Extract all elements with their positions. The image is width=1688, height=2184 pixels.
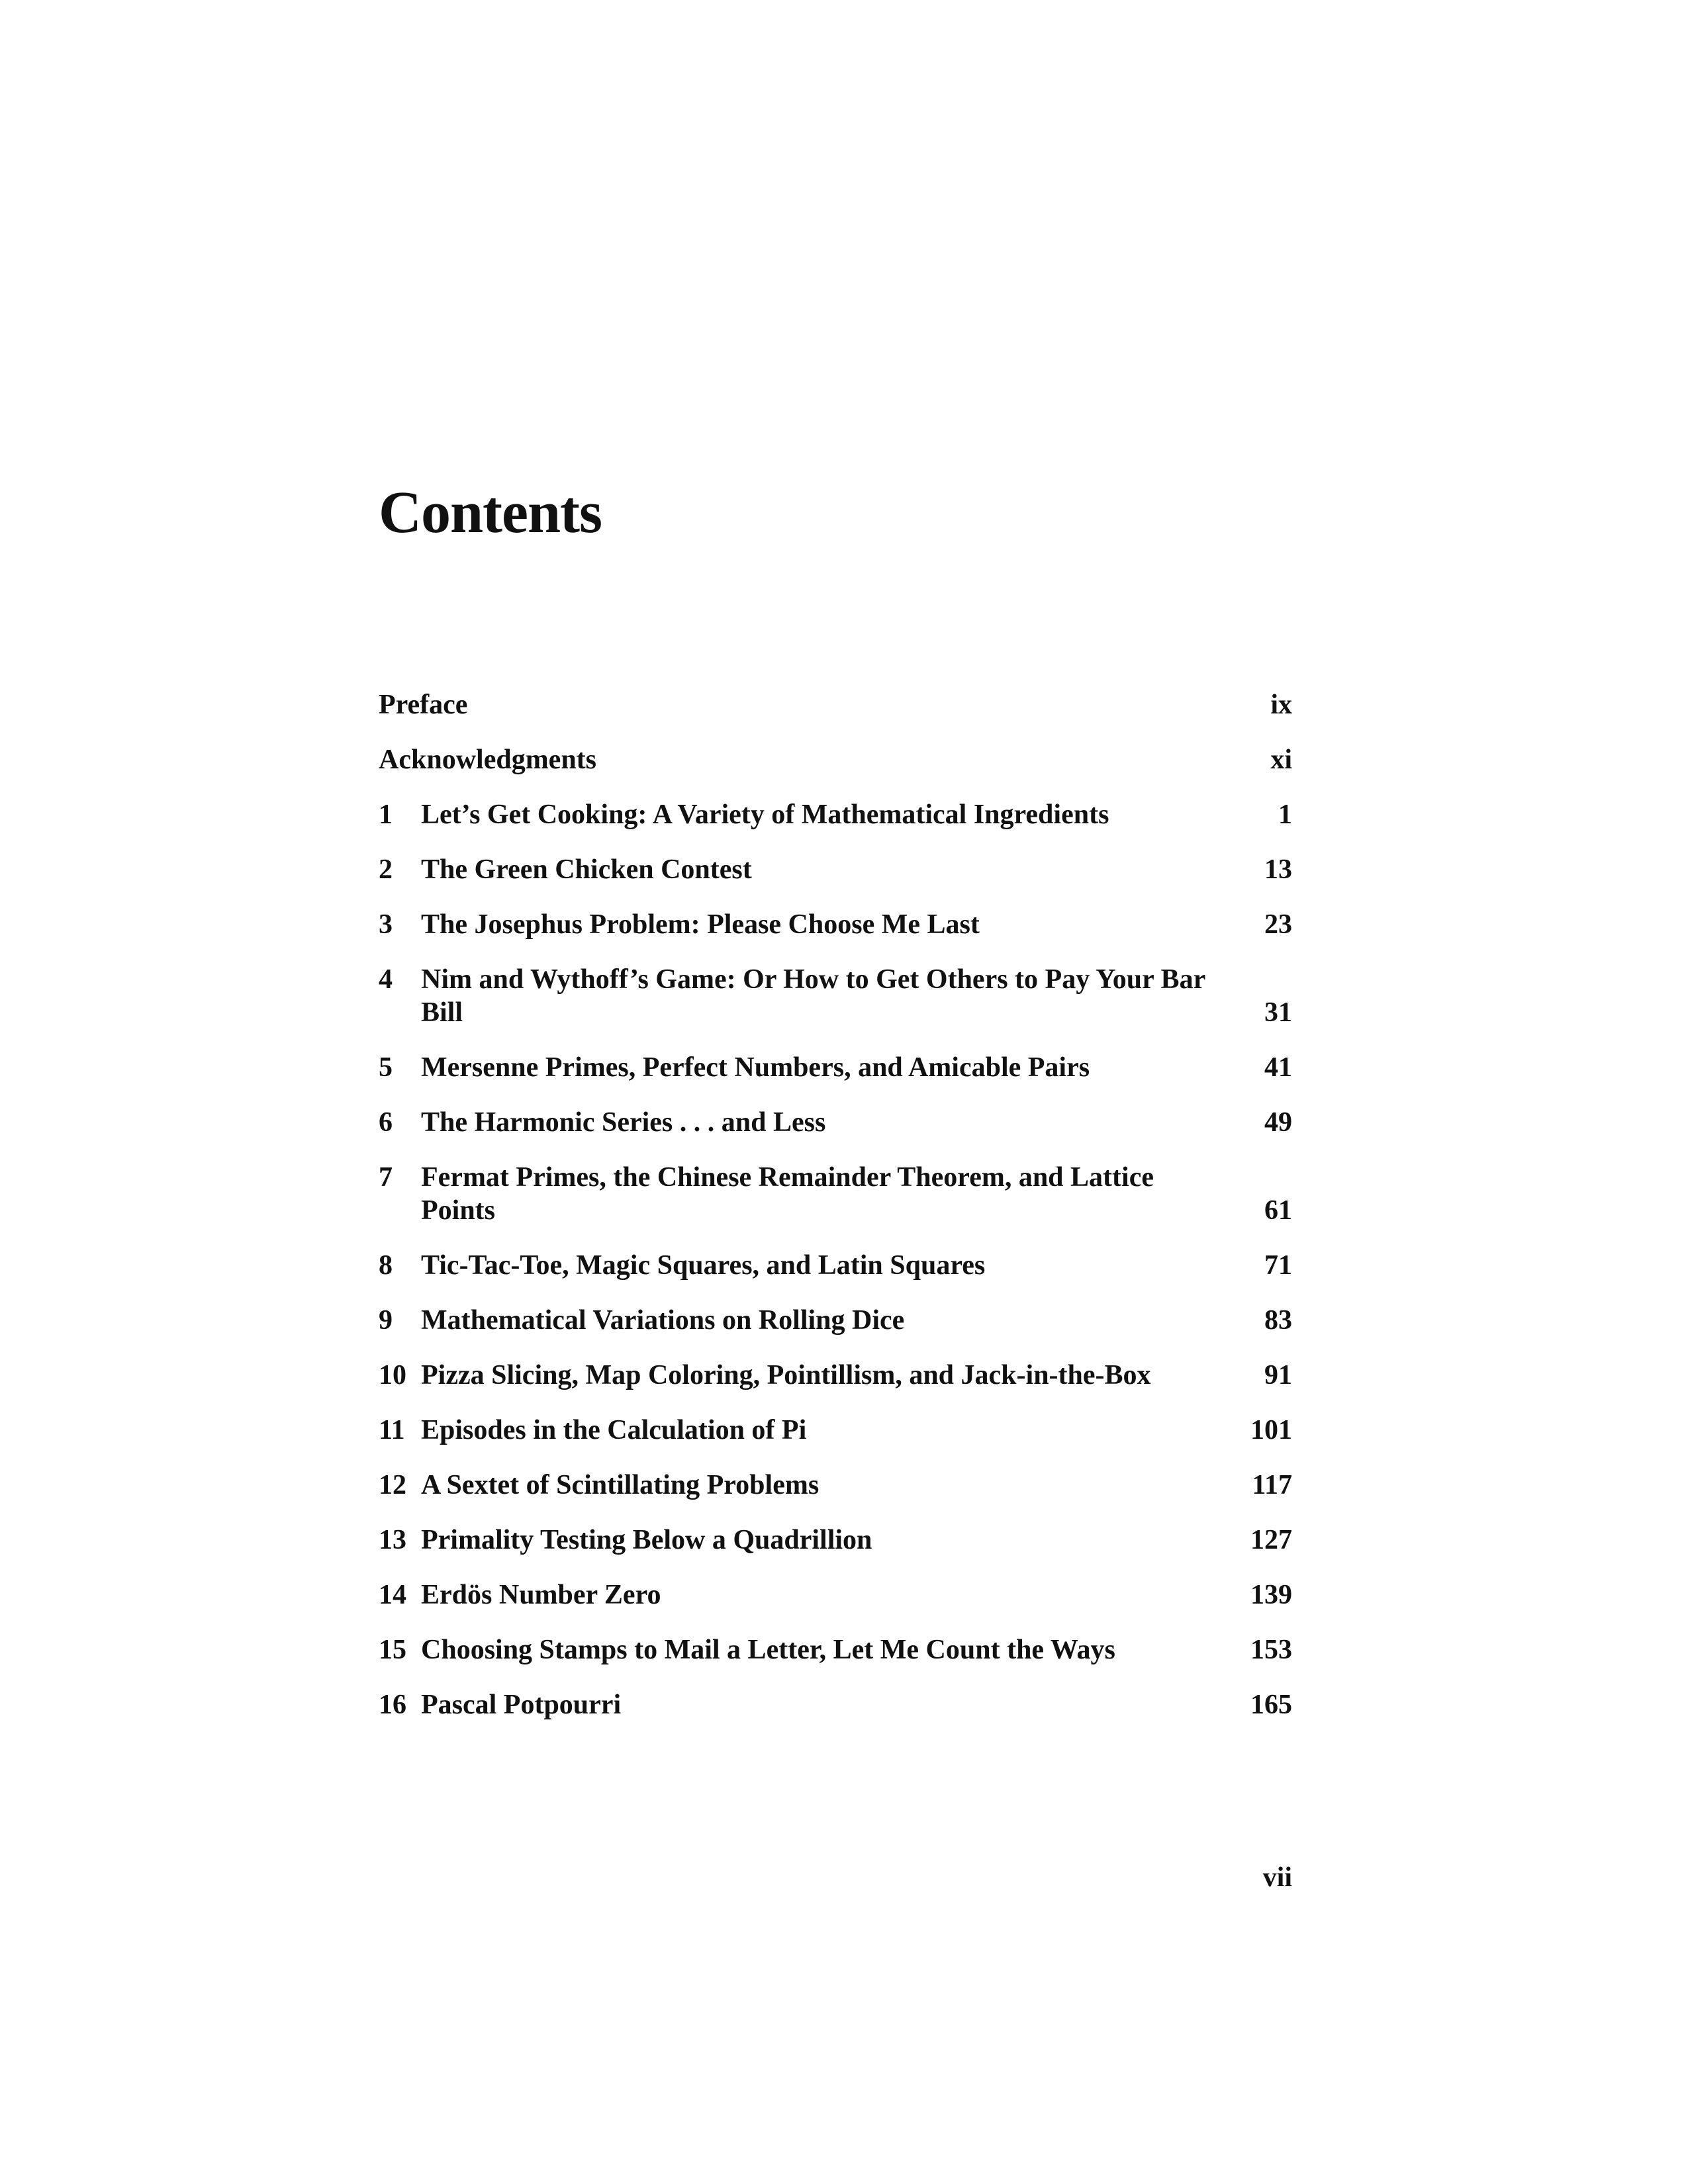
entry-page-number: 127 — [1250, 1525, 1292, 1555]
chapter-number: 3 — [379, 909, 393, 940]
chapter-number: 16 — [379, 1690, 406, 1720]
toc-entry — [379, 1524, 1292, 1557]
entry-title: The Harmonic Series . . . and Less — [421, 1107, 826, 1138]
entry-page-number: 71 — [1264, 1250, 1292, 1281]
entry-title: Acknowledgments — [379, 745, 597, 775]
toc-entry — [379, 1469, 1292, 1502]
chapter-number: 8 — [379, 1250, 393, 1281]
chapter-number: 9 — [379, 1305, 393, 1336]
toc-entry — [379, 1688, 1292, 1721]
toc-entry — [379, 853, 1292, 886]
toc-entry — [379, 1051, 1292, 1084]
toc-entry — [379, 1304, 1292, 1337]
entry-title: Mersenne Primes, Perfect Numbers, and Amicable Pairs — [421, 1052, 1090, 1083]
entry-title: The Green Chicken Contest — [421, 854, 752, 885]
entry-page-number: 41 — [1264, 1052, 1292, 1083]
toc-entry — [379, 688, 1292, 721]
chapter-number: 1 — [379, 799, 393, 830]
chapter-number: 6 — [379, 1107, 393, 1138]
entry-title: The Josephus Problem: Please Choose Me Last — [421, 909, 980, 940]
entry-title: Nim and Wythoff’s Game: Or How to Get Others to Pay Your Bar Bill — [421, 964, 1205, 1028]
entry-title: Mathematical Variations on Rolling Dice — [421, 1305, 905, 1336]
entry-title: A Sextet of Scintillating Problems — [421, 1470, 820, 1500]
toc-entry — [379, 908, 1292, 941]
toc-entry — [379, 1106, 1292, 1139]
entry-title: Pascal Potpourri — [421, 1690, 622, 1720]
toc-entry — [379, 1359, 1292, 1392]
entry-title: Pizza Slicing, Map Coloring, Pointillism, and Jack-in-the-Box — [421, 1360, 1151, 1390]
entry-page-number: ix — [1270, 690, 1292, 720]
entry-page-number: 61 — [1264, 1195, 1292, 1226]
toc-entry — [379, 1633, 1292, 1666]
chapter-number: 4 — [379, 964, 393, 995]
entry-title: Let’s Get Cooking: A Variety of Mathematical Ingredients — [421, 799, 1109, 830]
entry-page-number: 165 — [1250, 1690, 1292, 1720]
chapter-number: 14 — [379, 1580, 406, 1610]
entry-page-number: xi — [1270, 745, 1292, 775]
page-title: Contents — [379, 480, 602, 545]
entry-page-number: 83 — [1264, 1305, 1292, 1336]
entry-page-number: 49 — [1264, 1107, 1292, 1138]
chapter-number: 7 — [379, 1162, 393, 1193]
entry-title: Fermat Primes, the Chinese Remainder Theorem, and Lattice Points — [421, 1162, 1154, 1226]
table-of-contents — [379, 688, 1292, 1743]
chapter-number: 12 — [379, 1470, 406, 1500]
toc-entry — [379, 1578, 1292, 1612]
entry-title: Primality Testing Below a Quadrillion — [421, 1525, 872, 1555]
entry-page-number: 13 — [1264, 854, 1292, 885]
toc-entry — [379, 1161, 1292, 1227]
entry-title: Erdös Number Zero — [421, 1580, 661, 1610]
toc-entry — [379, 1414, 1292, 1447]
chapter-number: 15 — [379, 1635, 406, 1665]
toc-entry — [379, 1249, 1292, 1282]
entry-page-number: 117 — [1252, 1470, 1292, 1500]
toc-entry — [379, 743, 1292, 776]
entry-title: Episodes in the Calculation of Pi — [421, 1415, 807, 1445]
entry-title: Tic-Tac-Toe, Magic Squares, and Latin Squares — [421, 1250, 986, 1281]
chapter-number: 10 — [379, 1360, 406, 1390]
entry-page-number: 1 — [1278, 799, 1292, 830]
entry-page-number: 139 — [1250, 1580, 1292, 1610]
entry-page-number: 23 — [1264, 909, 1292, 940]
entry-page-number: 101 — [1250, 1415, 1292, 1445]
chapter-number: 2 — [379, 854, 393, 885]
entry-page-number: 91 — [1264, 1360, 1292, 1390]
entry-page-number: 153 — [1250, 1635, 1292, 1665]
entry-title: Choosing Stamps to Mail a Letter, Let Me Count the Ways — [421, 1635, 1115, 1665]
entry-page-number: 31 — [1264, 997, 1292, 1028]
chapter-number: 11 — [379, 1415, 405, 1445]
toc-entry — [379, 963, 1292, 1029]
toc-entry — [379, 798, 1292, 831]
page-number: vii — [1262, 1862, 1292, 1893]
chapter-number: 13 — [379, 1525, 406, 1555]
entry-title: Preface — [379, 690, 468, 720]
chapter-number: 5 — [379, 1052, 393, 1083]
